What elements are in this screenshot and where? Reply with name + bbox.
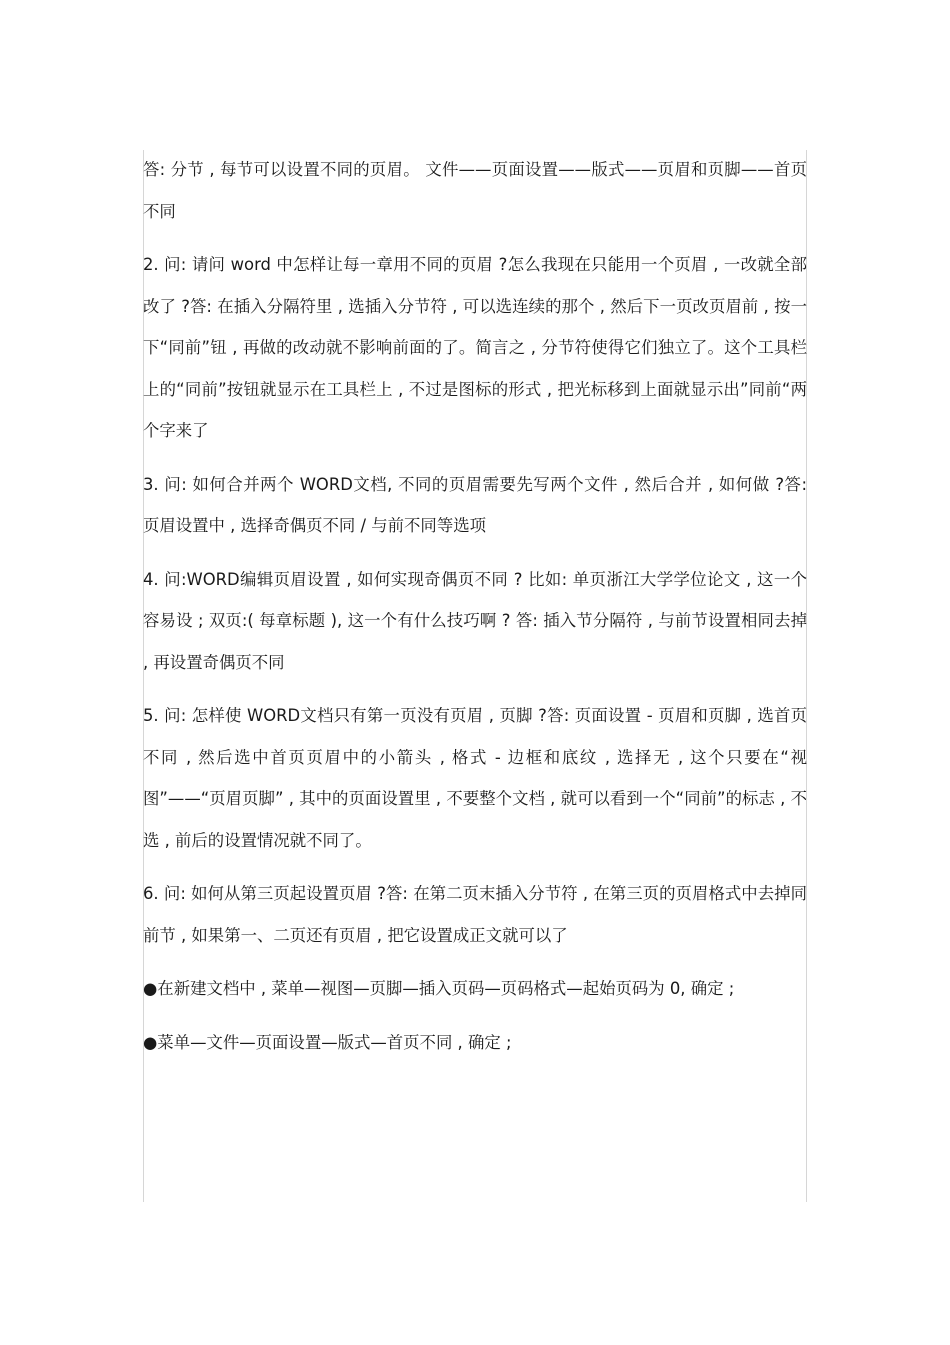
qa-paragraph-6: 6. 问: 如何从第三页起设置页眉 ?答: 在第二页末插入分节符 , 在第三页的页眉格式中去掉同前节 , 如果第一、二页还有页眉 , 把它设置成正文就可以了: [143, 884, 807, 945]
document-body: [143, 149, 807, 1063]
qa-paragraph-2: 2. 问: 请问 word 中怎样让每一章用不同的页眉 ?怎么我现在只能用一个页眉 , 一改就全部改了 ?答: 在插入分隔符里 , 选插入分节符 , 可以选连续的那个 , 然后下一页改页眉前 , 按一下“同前”钮 , 再做的改动就不影响前面的了。简言之 , 分节符使得它们独立了。这个工具栏上的“同前”按钮就显示在工具栏上 , 不过是图标的形式 , 把光标移到上面就显示出”同前“两个字来了: [143, 255, 807, 440]
bullet-paragraph-1: ●在新建文档中 , 菜单—视图—页脚—插入页码—页码格式—起始页码为 0, 确定 ;: [143, 979, 735, 998]
qa-paragraph-4: 4. 问:WORD编辑页眉设置 , 如何实现奇偶页不同 ? 比如: 单页浙江大学学位论文 , 这一个容易设 ; 双页:( 每章标题 ), 这一个有什么技巧啊 ? 答: 插入节分隔符 , 与前节设置相同去掉 , 再设置奇偶页不同: [143, 569, 807, 672]
answer-paragraph-1: 答: 分节 , 每节可以设置不同的页眉。 文件——页面设置——版式——页眉和页脚——首页不同: [143, 160, 807, 221]
qa-paragraph-3: 3. 问: 如何合并两个 WORD文档, 不同的页眉需要先写两个文件 , 然后合并 , 如何做 ?答: 页眉设置中 , 选择奇偶页不同 / 与前不同等选项: [143, 474, 807, 535]
bullet-paragraph-2: ●菜单—文件—页面设置—版式—首页不同 , 确定 ;: [143, 1032, 512, 1052]
qa-paragraph-5: 5. 问: 怎样使 WORD文档只有第一页没有页眉 , 页脚 ?答: 页面设置 - 页眉和页脚 , 选首页不同 , 然后选中首页页眉中的小箭头 , 格式 - 边框和底纹 , 选择无 , 这个只要在“视图”——“页眉页脚” , 其中的页面设置里 , 不要整个文档 , 就可以看到一个“同前”的标志 , 不选 , 前后的设置情况就不同了。: [143, 706, 807, 850]
